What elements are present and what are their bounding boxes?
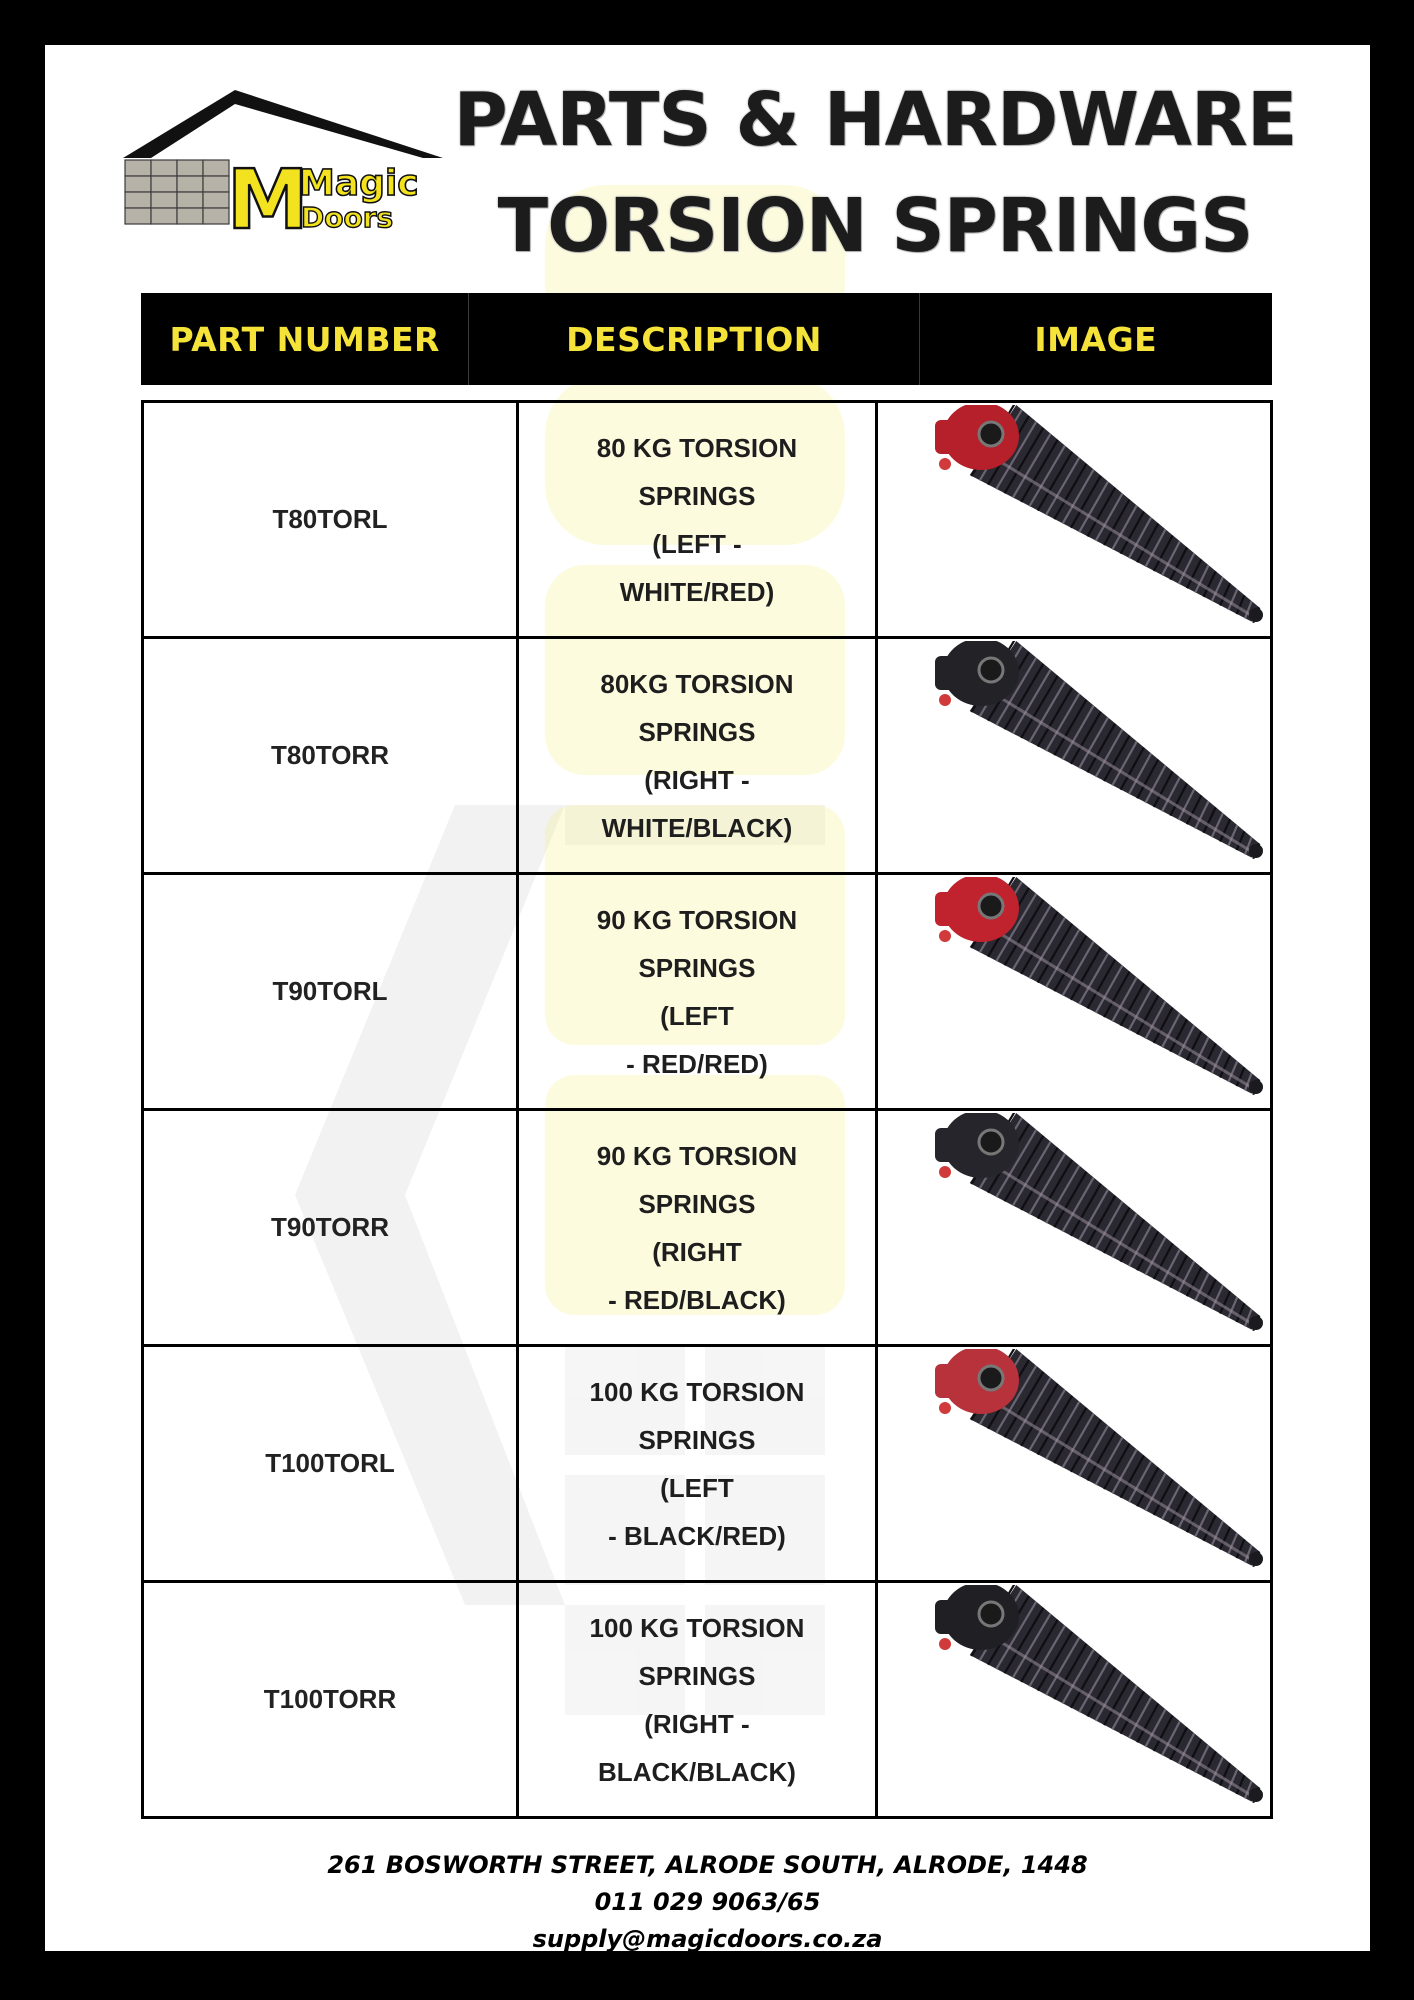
header-part-number: PART NUMBER: [141, 293, 469, 385]
logo-text-doors: Doors: [301, 201, 394, 234]
table-row: [143, 638, 1272, 874]
description-line: (LEFT: [660, 1000, 734, 1031]
description-line: BLACK/BLACK): [598, 1756, 796, 1787]
description-cell: [517, 1110, 876, 1346]
title-line-1: PARTS & HARDWARE: [453, 77, 1297, 163]
torsion-spring-image: [878, 1585, 1268, 1815]
parts-table: [141, 400, 1273, 1819]
description-line: - RED/BLACK): [608, 1284, 786, 1315]
svg-text:M: M: [227, 153, 309, 248]
description-line: (LEFT: [660, 1472, 734, 1503]
description-line: 80 KG TORSION: [596, 432, 798, 463]
description-line: - RED/RED): [626, 1048, 768, 1079]
image-cell: [876, 874, 1271, 1110]
torsion-spring-image: [878, 1113, 1268, 1343]
description-line: (RIGHT -: [644, 1708, 750, 1739]
image-cell: [876, 1110, 1271, 1346]
image-cell: [876, 1582, 1271, 1818]
description-cell: [517, 1346, 876, 1582]
torsion-spring-image: [878, 405, 1268, 635]
catalog-sheet: [45, 45, 1370, 1951]
image-cell: [876, 638, 1271, 874]
table-header-bar: [141, 293, 1272, 385]
part-number-cell: T90TORR: [143, 1110, 518, 1346]
description-cell: [517, 402, 876, 638]
torsion-spring-image: [878, 1349, 1268, 1579]
part-number-cell: T90TORL: [143, 874, 518, 1110]
torsion-spring-image: [878, 877, 1268, 1107]
header-description: DESCRIPTION: [469, 293, 919, 385]
description-line: SPRINGS: [638, 480, 756, 511]
description-line: (RIGHT: [652, 1236, 742, 1267]
table-row: [143, 1110, 1272, 1346]
description-line: - BLACK/RED): [608, 1520, 786, 1551]
description-line: SPRINGS: [638, 1424, 756, 1455]
footer-phone: 011 029 9063/65: [594, 1888, 821, 1916]
description-line: SPRINGS: [638, 716, 756, 747]
description-line: 90 KG TORSION: [596, 904, 798, 935]
image-cell: [876, 1346, 1271, 1582]
page-title: [425, 67, 1325, 279]
description-line: WHITE/RED): [619, 576, 775, 607]
description-line: (LEFT -: [652, 528, 742, 559]
description-line: SPRINGS: [638, 1660, 756, 1691]
table-row: [143, 1582, 1272, 1818]
description-line: 100 KG TORSION: [589, 1612, 805, 1643]
image-cell: [876, 402, 1271, 638]
description-cell: [517, 874, 876, 1110]
description-line: 80KG TORSION: [600, 668, 794, 699]
part-number-cell: T80TORR: [143, 638, 518, 874]
part-number-cell: T80TORL: [143, 402, 518, 638]
description-line: 90 KG TORSION: [596, 1140, 798, 1171]
logo-text-magic: Magic: [299, 163, 419, 204]
table-row: [143, 874, 1272, 1110]
header-image: IMAGE: [1034, 319, 1158, 359]
description-line: (RIGHT -: [644, 764, 750, 795]
part-number-cell: T100TORL: [143, 1346, 518, 1582]
footer-address: 261 BOSWORTH STREET, ALRODE SOUTH, ALRODE, 1448: [327, 1851, 1088, 1879]
torsion-spring-image: [878, 641, 1268, 871]
table-row: [143, 402, 1272, 638]
table-row: [143, 1346, 1272, 1582]
title-line-2: TORSION SPRINGS: [497, 183, 1253, 269]
part-number-cell: T100TORR: [143, 1582, 518, 1818]
description-cell: [517, 638, 876, 874]
description-line: 100 KG TORSION: [589, 1376, 805, 1407]
footer-email: supply@magicdoors.co.za: [532, 1925, 883, 1951]
contact-footer: [45, 1847, 1370, 1951]
description-line: WHITE/BLACK): [601, 812, 793, 843]
description-line: SPRINGS: [638, 952, 756, 983]
description-cell: [517, 1582, 876, 1818]
description-line: SPRINGS: [638, 1188, 756, 1219]
